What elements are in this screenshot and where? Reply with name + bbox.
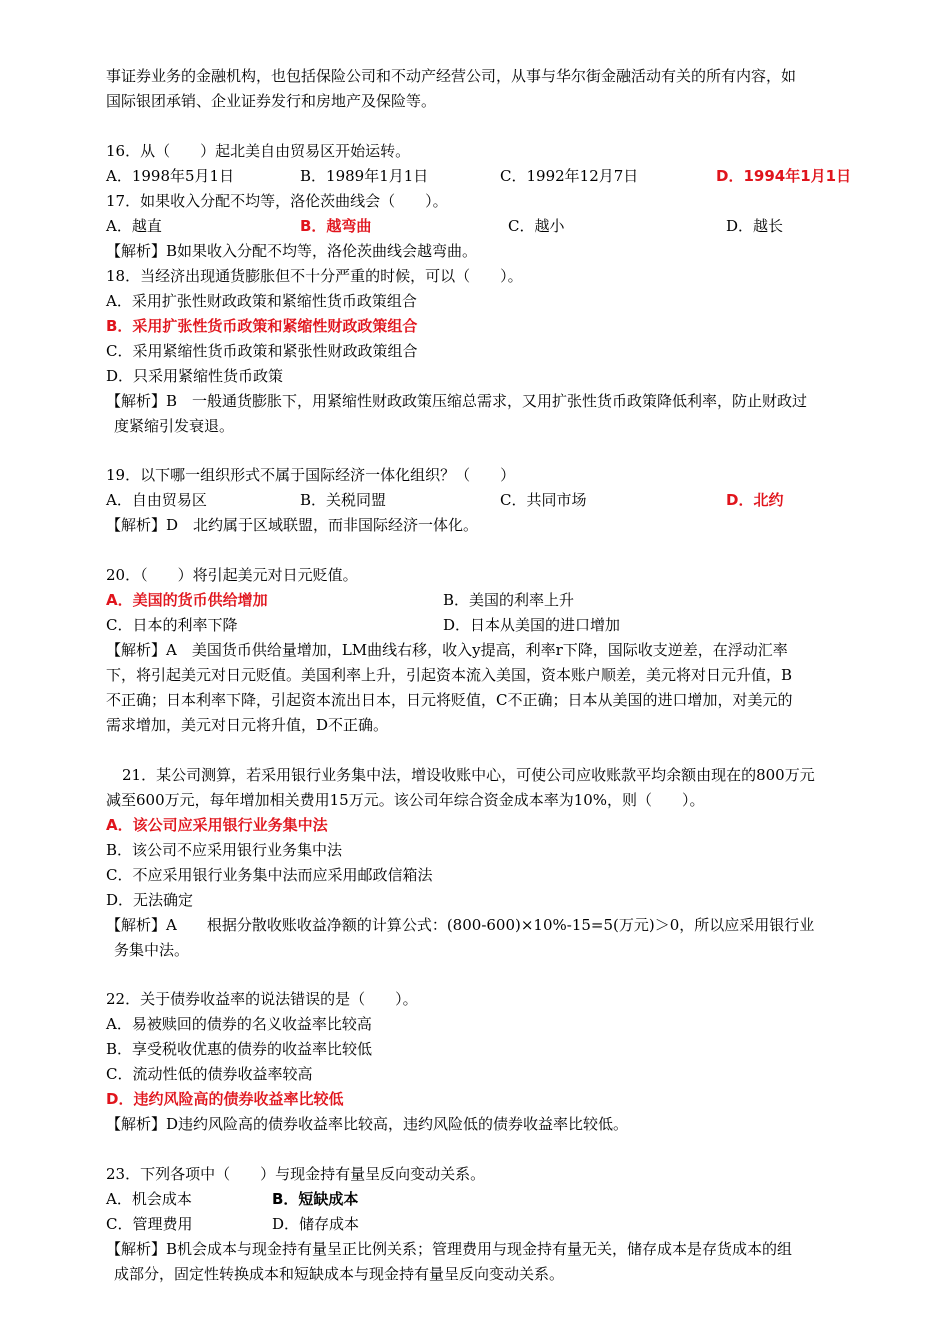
option-a: A．采用扩张性财政政策和紧缩性货币政策组合 xyxy=(106,292,417,310)
explanation-cont: 不正确；日本利率下降，引起资本流出日本，日元将贬值，C不正确；日本从美国的进口增加，对美元的 xyxy=(106,691,793,709)
explanation: 【解析】A 美国货币供给量增加，LM曲线右移，收入y提高，利率r下降，国际收支逆差，在浮动汇率 xyxy=(106,641,788,659)
option-c: C．共同市场 xyxy=(500,491,587,509)
explanation-cont: 下，将引起美元对日元贬值。美国利率上升，引起资本流入美国，资本账户顺差，美元将对日元升值，B xyxy=(106,666,793,684)
option-d: D．无法确定 xyxy=(106,891,194,909)
option-d: D．越长 xyxy=(726,217,784,235)
explanation-cont: 务集中法。 xyxy=(114,941,190,959)
explanation-cont: 成部分，固定性转换成本和短缺成本与现金持有量呈反向变动关系。 xyxy=(114,1265,565,1283)
explanation: 【解析】D 北约属于区域联盟，而非国际经济一体化。 xyxy=(106,516,479,534)
option-c: C．1992年12月7日 xyxy=(500,167,639,185)
option-c: C．不应采用银行业务集中法而应采用邮政信箱法 xyxy=(106,866,433,884)
option-d-answer: D．北约 xyxy=(726,491,784,509)
option-b: B．享受税收优惠的债券的收益率比较低 xyxy=(106,1040,373,1058)
explanation-cont: 度紧缩引发衰退。 xyxy=(114,417,235,435)
option-b: B．关税同盟 xyxy=(300,491,387,509)
explanation: 【解析】A 根据分散收账收益净额的计算公式：(800-600)×10%-15=5(万元)＞0，所以应采用银行业 xyxy=(106,916,815,934)
option-d-answer: D．违约风险高的债券收益率比较低 xyxy=(106,1090,344,1108)
option-c: C．日本的利率下降 xyxy=(106,616,238,634)
option-b-answer: B．采用扩张性货币政策和紧缩性财政政策组合 xyxy=(106,317,418,335)
option-a: A．机会成本 xyxy=(106,1190,192,1208)
explanation: 【解析】B如果收入分配不均等，洛伦茨曲线会越弯曲。 xyxy=(106,242,478,260)
intro-line: 国际银团承销、企业证券发行和房地产及保险等。 xyxy=(106,92,437,110)
question-stem: 23．下列各项中（ ）与现金持有量呈反向变动关系。 xyxy=(106,1165,486,1183)
option-b: B．1989年1月1日 xyxy=(300,167,429,185)
question-stem-cont: 减至600万元，每年增加相关费用15万元。该公司年综合资金成本率为10%，则（ ）。 xyxy=(106,791,705,809)
option-a-answer: A．美国的货币供给增加 xyxy=(106,591,268,609)
question-stem: 20．（ ）将引起美元对日元贬值。 xyxy=(106,566,358,584)
question-stem: 18．当经济出现通货膨胀但不十分严重的时候，可以（ ）。 xyxy=(106,267,523,285)
explanation: 【解析】D违约风险高的债券收益率比较高，违约风险低的债券收益率比较低。 xyxy=(106,1115,629,1133)
option-d: D．只采用紧缩性货币政策 xyxy=(106,367,284,385)
question-stem: 17．如果收入分配不均等，洛伦茨曲线会（ ）。 xyxy=(106,192,448,210)
option-b: B．美国的利率上升 xyxy=(443,591,575,609)
question-stem: 19．以下哪一组织形式不属于国际经济一体化组织？（ ） xyxy=(106,466,516,484)
option-b-answer: B．越弯曲 xyxy=(300,217,372,235)
option-b: B．该公司不应采用银行业务集中法 xyxy=(106,841,343,859)
option-c: C．流动性低的债券收益率较高 xyxy=(106,1065,313,1083)
question-stem: 16．从（ ）起北美自由贸易区开始运转。 xyxy=(106,142,411,160)
option-a-answer: A．该公司应采用银行业务集中法 xyxy=(106,816,328,834)
question-stem: 21．某公司测算，若采用银行业务集中法，增设收账中心，可使公司应收账款平均余额由现在的800万元 xyxy=(122,766,815,784)
option-a: A．易被赎回的债券的名义收益率比较高 xyxy=(106,1015,372,1033)
intro-line: 事证券业务的金融机构，也包括保险公司和不动产经营公司，从事与华尔街金融活动有关的所有内容，如 xyxy=(106,67,797,85)
explanation: 【解析】B机会成本与现金持有量呈正比例关系；管理费用与现金持有量无关，储存成本是存货成本的组 xyxy=(106,1240,793,1258)
option-a: A．越直 xyxy=(106,217,162,235)
explanation: 【解析】B 一般通货膨胀下，用紧缩性财政政策压缩总需求，又用扩张性货币政策降低利率，防止财政过 xyxy=(106,392,808,410)
option-c: C．管理费用 xyxy=(106,1215,193,1233)
option-c: C．采用紧缩性货币政策和紧张性财政政策组合 xyxy=(106,342,418,360)
option-a: A．自由贸易区 xyxy=(106,491,207,509)
option-d-answer: D．1994年1月1日 xyxy=(716,167,852,185)
option-b-answer: B．短缺成本 xyxy=(272,1190,359,1208)
option-c: C．越小 xyxy=(508,217,565,235)
option-d: D．日本从美国的进口增加 xyxy=(443,616,621,634)
question-stem: 22．关于债券收益率的说法错误的是（ ）。 xyxy=(106,990,418,1008)
explanation-cont: 需求增加，美元对日元将升值，D不正确。 xyxy=(106,716,389,734)
option-d: D．储存成本 xyxy=(272,1215,360,1233)
option-a: A．1998年5月1日 xyxy=(106,167,235,185)
